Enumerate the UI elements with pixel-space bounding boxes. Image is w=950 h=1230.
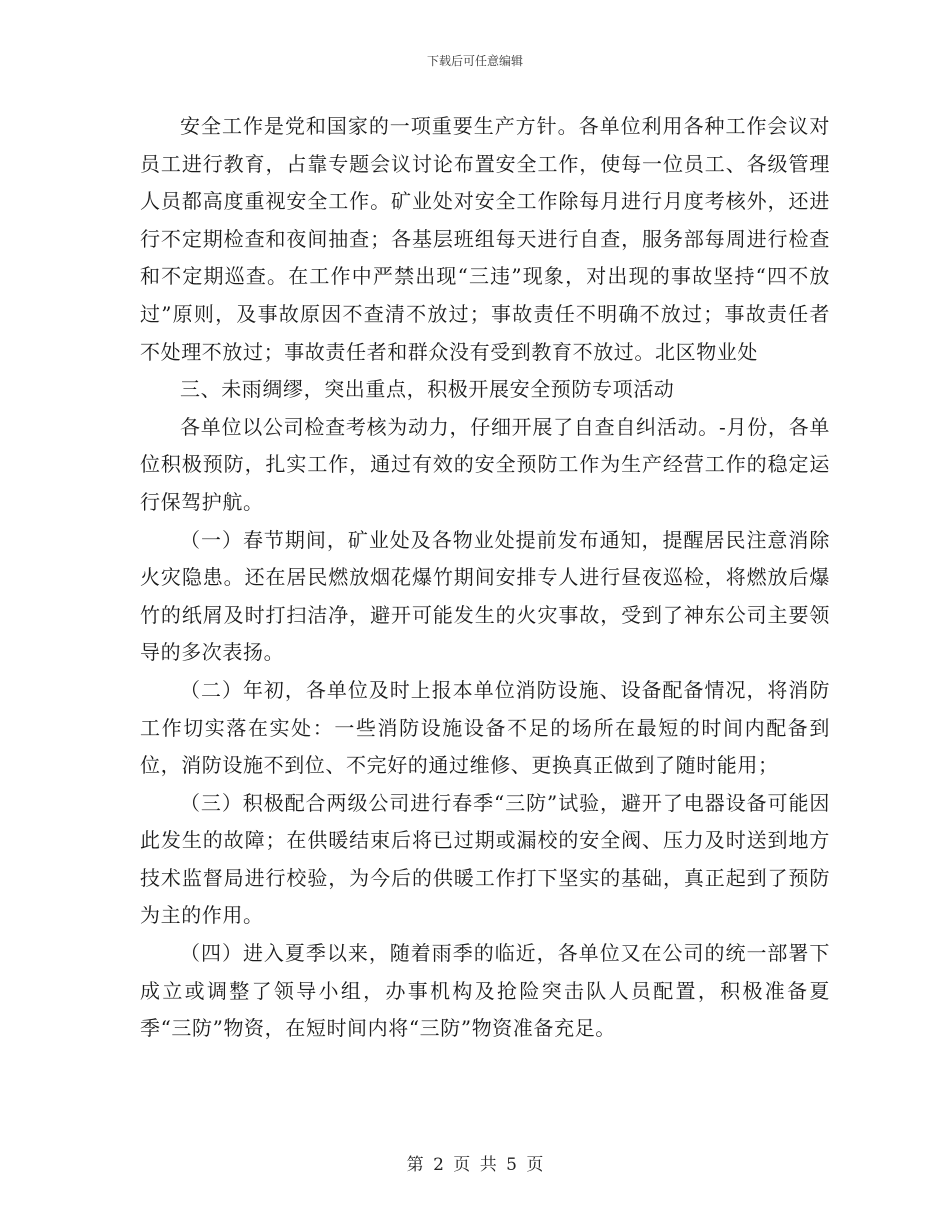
section-heading-three: 三、未雨绸缪，突出重点，积极开展安全预防专项活动: [180, 377, 675, 402]
paragraph-item-one: （一）春节期间，矿业处及各物业处提前发布通知，提醒居民注意消除火灾隐患。还在居民燃放烟花爆竹期间安排专人进行昼夜巡检，将燃放后爆竹的纸屑及时打扫洁净，避开可能发生的火灾事故，受到了神东公司主要领导的多次表扬。: [140, 527, 830, 665]
page-number-footer: 第 2 页 共 5 页: [406, 1155, 544, 1175]
paragraph-item-two: （二）年初，各单位及时上报本单位消防设施、设备配备情况，将消防工作切实落在实处：一些消防设施设备不足的场所在最短的时间内配备到位，消防设施不到位、不完好的通过维修、更换真正做到了随时能用；: [140, 677, 830, 778]
paragraph-self-inspection: 各单位以公司检查考核为动力，仔细开展了自查自纠活动。-月份，各单位积极预防，扎实工作，通过有效的安全预防工作为生产经营工作的稳定运行保驾护航。: [140, 414, 830, 514]
paragraph-item-three: （三）积极配合两级公司进行春季“三防”试验，避开了电器设备可能因此发生的故障；在供暖结束后将已过期或漏校的安全阀、压力及时送到地方技术监督局进行校验，为今后的供暖工作打下坚实的基础，真正起到了预防为主的作用。: [140, 790, 830, 928]
paragraph-item-four: （四）进入夏季以来，随着雨季的临近，各单位又在公司的统一部署下成立或调整了领导小组，办事机构及抢险突击队人员配置，积极准备夏季“三防”物资，在短时间内将“三防”物资准备充足。: [140, 941, 830, 1041]
document-body: [140, 108, 830, 1048]
page-header: 下载后可任意编辑: [426, 54, 523, 68]
paragraph-safety-policy: 安全工作是党和国家的一项重要生产方针。各单位利用各种工作会议对员工进行教育，占靠专题会议讨论布置安全工作，使每一位员工、各级管理人员都高度重视安全工作。矿业处对安全工作除每月进行月度考核外，还进行不定期检查和夜间抽查；各基层班组每天进行自查，服务部每周进行检查和不定期巡查。在工作中严禁出现“三违”现象，对出现的事故坚持“四不放过”原则，及事故原因不查清不放过；事故责任不明确不放过；事故责任者不处理不放过；事故责任者和群众没有受到教育不放过。北区物业处: [140, 114, 830, 364]
